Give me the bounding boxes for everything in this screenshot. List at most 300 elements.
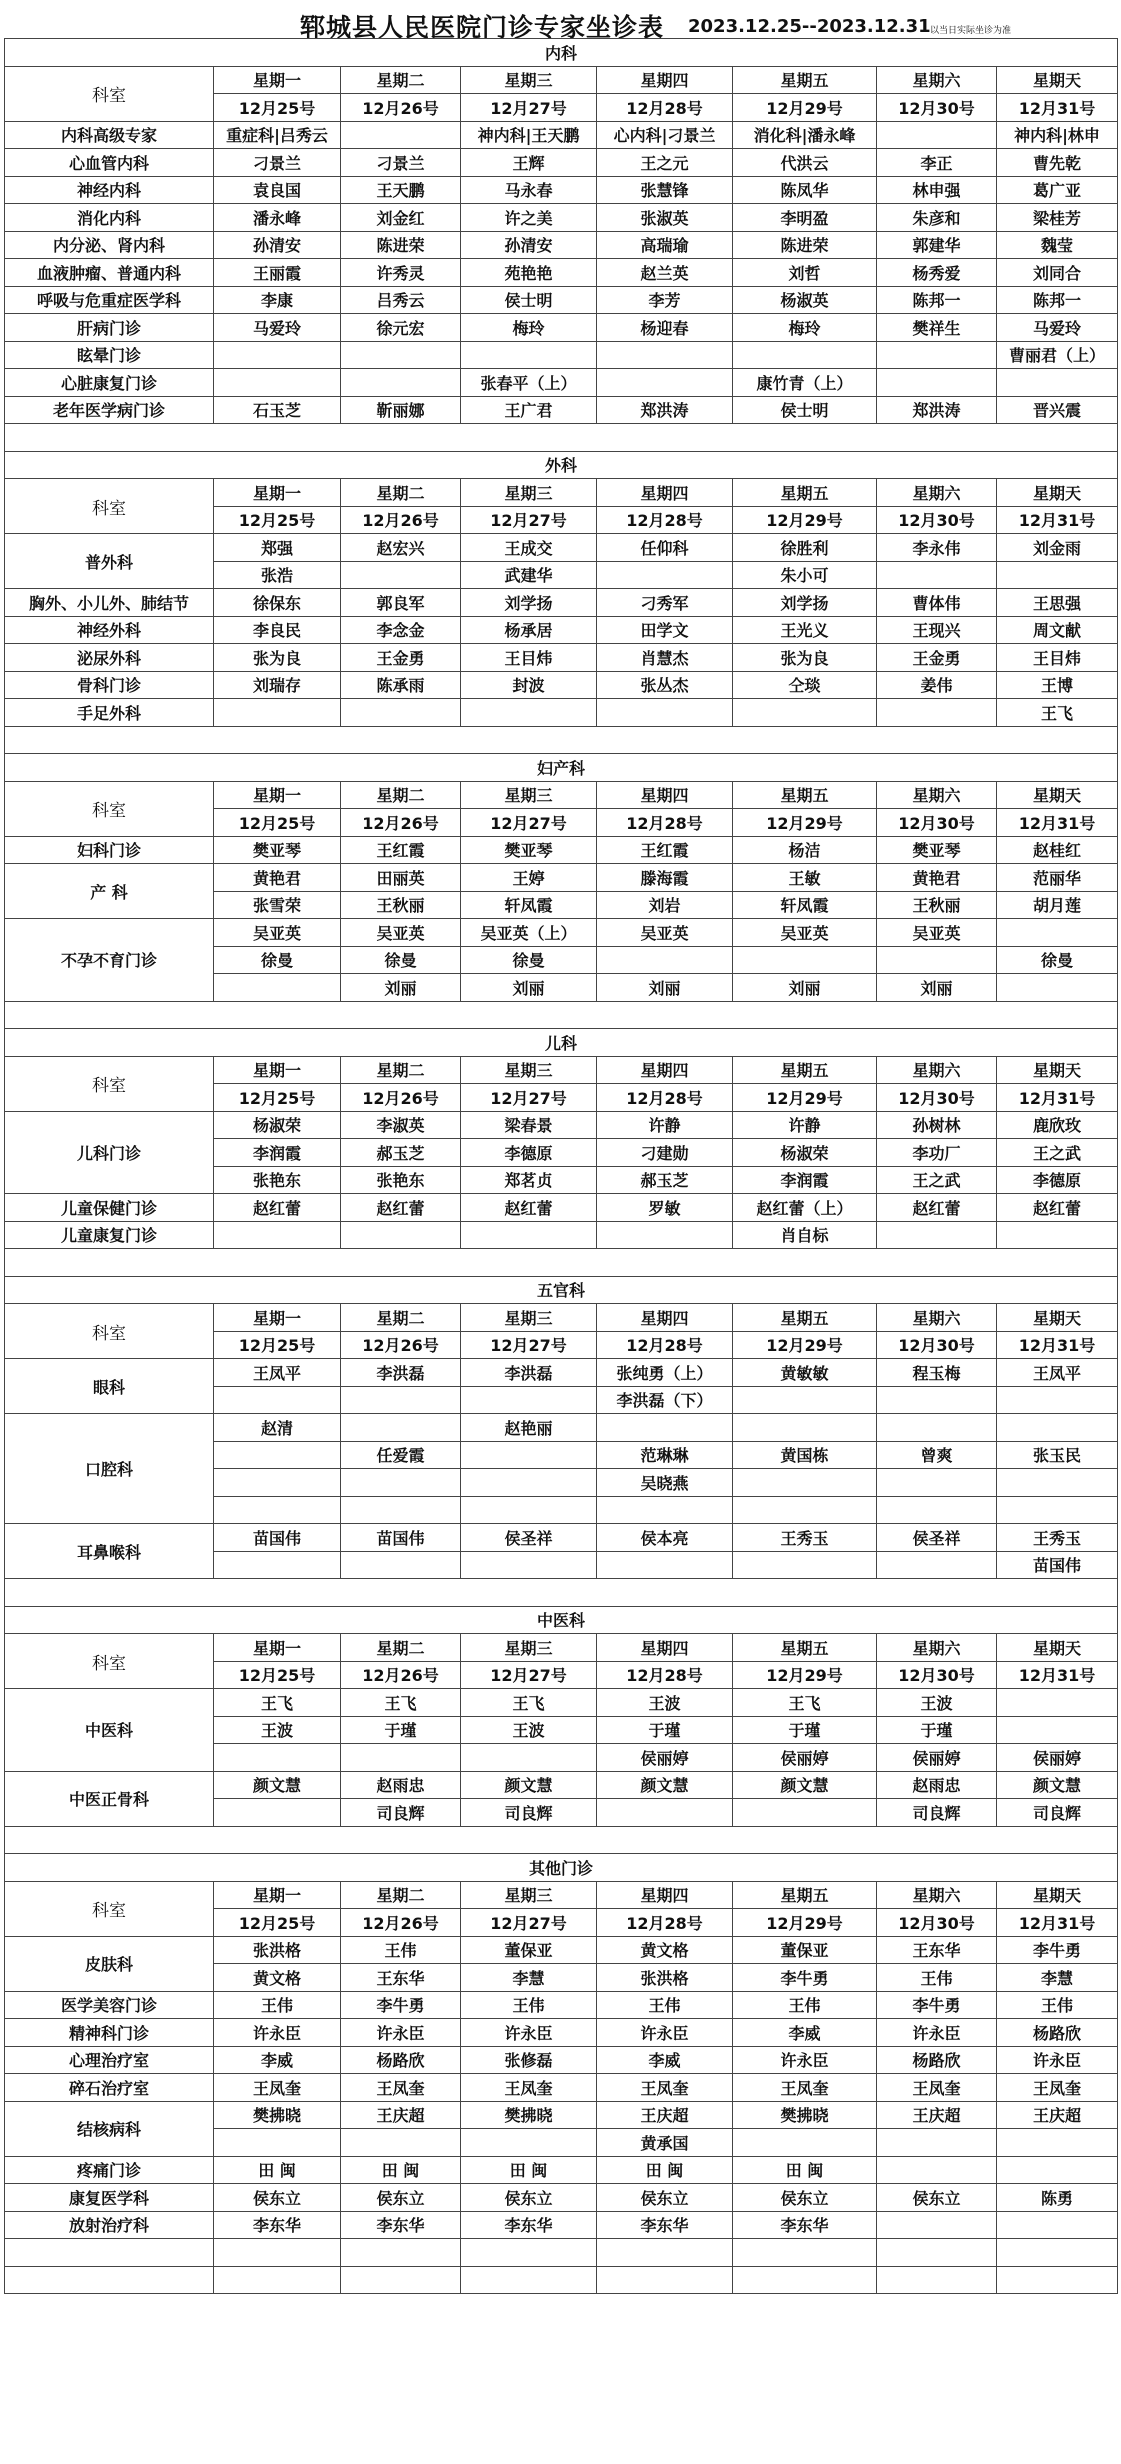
empty-cell — [877, 2266, 997, 2294]
doctor-cell: 王红霞 — [597, 836, 733, 864]
date-header: 12月28号 — [597, 1331, 733, 1359]
doctor-cell: 侯东立 — [597, 2184, 733, 2212]
doctor-cell: 孙树林 — [877, 1111, 997, 1139]
section-title: 儿科 — [5, 1029, 1118, 1057]
doctor-cell — [877, 2129, 997, 2157]
doctor-cell: 李牛勇 — [997, 1936, 1118, 1964]
doctor-cell — [997, 369, 1118, 397]
weekday-header: 星期天 — [997, 1881, 1118, 1909]
weekday-header: 星期一 — [214, 1304, 341, 1332]
date-header: 12月28号 — [597, 1909, 733, 1937]
doctor-cell: 张浩 — [214, 561, 341, 589]
department-name: 儿科门诊 — [5, 1111, 214, 1194]
doctor-cell: 王凤奎 — [997, 2074, 1118, 2102]
doctor-cell: 李洪磊（下） — [597, 1386, 733, 1414]
date-header: 12月25号 — [214, 506, 341, 534]
doctor-cell — [214, 1799, 341, 1827]
date-header: 12月26号 — [341, 94, 461, 122]
doctor-cell: 黄艳君 — [877, 864, 997, 892]
doctor-cell — [461, 1744, 597, 1772]
doctor-cell — [997, 1689, 1118, 1717]
doctor-cell: 徐保东 — [214, 589, 341, 617]
department-name: 眩晕门诊 — [5, 341, 214, 369]
dept-column-label: 科室 — [5, 66, 214, 121]
doctor-cell — [997, 1386, 1118, 1414]
schedule-row — [5, 864, 1118, 892]
doctor-cell: 王伟 — [997, 1991, 1118, 2019]
doctor-cell: 王敏 — [733, 864, 877, 892]
doctor-cell: 范琳琳 — [597, 1441, 733, 1469]
doctor-cell: 黄敏敏 — [733, 1359, 877, 1387]
doctor-cell — [214, 2129, 341, 2157]
schedule-row — [5, 149, 1118, 177]
date-header: 12月31号 — [997, 809, 1118, 837]
doctor-cell: 于瑾 — [733, 1716, 877, 1744]
schedule-row — [5, 919, 1118, 947]
doctor-cell: 司良辉 — [997, 1799, 1118, 1827]
weekday-header: 星期二 — [341, 1304, 461, 1332]
doctor-cell — [597, 946, 733, 974]
doctor-cell: 刘丽 — [877, 974, 997, 1002]
doctor-cell: 王飞 — [461, 1689, 597, 1717]
empty-cell — [461, 2266, 597, 2294]
doctor-cell — [597, 1414, 733, 1442]
spacer-cell — [5, 1249, 1118, 1277]
doctor-cell: 王飞 — [733, 1689, 877, 1717]
doctor-cell: 杨迎春 — [597, 314, 733, 342]
doctor-cell: 陈邦一 — [997, 286, 1118, 314]
date-header: 12月25号 — [214, 1661, 341, 1689]
department-name: 肝病门诊 — [5, 314, 214, 342]
doctor-cell — [877, 1386, 997, 1414]
doctor-cell — [341, 369, 461, 397]
date-header: 12月29号 — [733, 1661, 877, 1689]
doctor-cell — [877, 1414, 997, 1442]
doctor-cell: 赵红蕾（上） — [733, 1194, 877, 1222]
page-title: 郓城县人民医院门诊专家坐诊表 — [300, 13, 665, 42]
doctor-cell: 陈进荣 — [341, 231, 461, 259]
doctor-cell — [877, 121, 997, 149]
doctor-cell: 王秋丽 — [877, 891, 997, 919]
doctor-cell — [341, 1744, 461, 1772]
doctor-cell — [461, 1551, 597, 1579]
doctor-cell — [214, 1221, 341, 1249]
date-header: 12月27号 — [461, 1084, 597, 1112]
doctor-cell — [597, 699, 733, 727]
doctor-cell: 许永臣 — [214, 2019, 341, 2047]
doctor-cell: 徐曼 — [214, 946, 341, 974]
doctor-cell: 赵红蕾 — [461, 1194, 597, 1222]
schedule-row — [5, 699, 1118, 727]
doctor-cell: 王光义 — [733, 616, 877, 644]
doctor-cell — [733, 946, 877, 974]
date-header: 12月26号 — [341, 1909, 461, 1937]
doctor-cell: 王辉 — [461, 149, 597, 177]
department-name: 结核病科 — [5, 2101, 214, 2156]
schedule-row — [5, 341, 1118, 369]
schedule-row — [5, 836, 1118, 864]
doctor-cell: 王婷 — [461, 864, 597, 892]
doctor-cell: 王金勇 — [341, 644, 461, 672]
doctor-cell: 王庆超 — [597, 2101, 733, 2129]
doctor-cell: 李东华 — [597, 2211, 733, 2239]
doctor-cell — [341, 1551, 461, 1579]
doctor-cell: 李德原 — [997, 1166, 1118, 1194]
empty-row — [5, 2266, 1118, 2294]
doctor-cell: 许秀灵 — [341, 259, 461, 287]
department-name: 产 科 — [5, 864, 214, 919]
spacer-row — [5, 726, 1118, 754]
doctor-cell — [877, 1221, 997, 1249]
spacer-cell — [5, 726, 1118, 754]
doctor-cell: 刁建勋 — [597, 1139, 733, 1167]
doctor-cell: 田 闽 — [214, 2156, 341, 2184]
doctor-cell: 李东华 — [461, 2211, 597, 2239]
doctor-cell: 樊亚琴 — [877, 836, 997, 864]
weekday-header: 星期一 — [214, 1881, 341, 1909]
date-header: 12月25号 — [214, 1909, 341, 1937]
doctor-cell: 赵艳丽 — [461, 1414, 597, 1442]
doctor-cell: 王秀玉 — [733, 1524, 877, 1552]
date-header: 12月30号 — [877, 1084, 997, 1112]
doctor-cell: 张春平（上） — [461, 369, 597, 397]
schedule-row — [5, 231, 1118, 259]
doctor-cell: 陈勇 — [997, 2184, 1118, 2212]
doctor-cell — [461, 341, 597, 369]
schedule-row — [5, 369, 1118, 397]
department-name: 精神科门诊 — [5, 2019, 214, 2047]
doctor-cell: 赵桂红 — [997, 836, 1118, 864]
empty-cell — [997, 2266, 1118, 2294]
doctor-cell: 王东华 — [877, 1936, 997, 1964]
doctor-cell: 杨淑英 — [733, 286, 877, 314]
doctor-cell — [597, 1496, 733, 1524]
doctor-cell: 吴亚英 — [341, 919, 461, 947]
date-header: 12月28号 — [597, 1084, 733, 1112]
doctor-cell: 许永臣 — [733, 2046, 877, 2074]
weekday-header: 星期三 — [461, 1056, 597, 1084]
doctor-cell: 颜文慧 — [461, 1771, 597, 1799]
doctor-cell: 侯丽婷 — [997, 1744, 1118, 1772]
doctor-cell: 吴亚英 — [214, 919, 341, 947]
doctor-cell: 侯东立 — [877, 2184, 997, 2212]
doctor-cell: 李牛勇 — [341, 1991, 461, 2019]
doctor-cell: 曾爽 — [877, 1441, 997, 1469]
doctor-cell: 王成交 — [461, 534, 597, 562]
dept-column-label: 科室 — [5, 1304, 214, 1359]
doctor-cell: 侯士明 — [733, 396, 877, 424]
doctor-cell — [597, 369, 733, 397]
schedule-row — [5, 2184, 1118, 2212]
doctor-cell: 王飞 — [214, 1689, 341, 1717]
department-name: 胸外、小儿外、肺结节 — [5, 589, 214, 617]
department-name: 血液肿瘤、普通内科 — [5, 259, 214, 287]
weekday-row — [5, 781, 1118, 809]
doctor-cell: 心内科|刁景兰 — [597, 121, 733, 149]
doctor-cell — [214, 974, 341, 1002]
weekday-header: 星期二 — [341, 66, 461, 94]
date-header: 12月27号 — [461, 809, 597, 837]
doctor-cell: 刘丽 — [461, 974, 597, 1002]
doctor-cell: 曹丽君（上） — [997, 341, 1118, 369]
section-row — [5, 451, 1118, 479]
doctor-cell — [214, 1496, 341, 1524]
doctor-cell: 徐曼 — [341, 946, 461, 974]
doctor-cell: 颜文慧 — [214, 1771, 341, 1799]
doctor-cell: 袁良国 — [214, 176, 341, 204]
doctor-cell: 王天鹏 — [341, 176, 461, 204]
doctor-cell: 王伟 — [341, 1936, 461, 1964]
empty-cell — [597, 2266, 733, 2294]
empty-cell — [214, 2239, 341, 2267]
doctor-cell: 刘学扬 — [733, 589, 877, 617]
doctor-cell — [877, 946, 997, 974]
schedule-row — [5, 204, 1118, 232]
section-title: 内科 — [5, 39, 1118, 67]
doctor-cell: 高瑞瑜 — [597, 231, 733, 259]
schedule-row — [5, 1111, 1118, 1139]
schedule-row — [5, 1936, 1118, 1964]
doctor-cell: 赵雨忠 — [877, 1771, 997, 1799]
date-header: 12月29号 — [733, 1084, 877, 1112]
weekday-header: 星期二 — [341, 1634, 461, 1662]
schedule-row — [5, 589, 1118, 617]
doctor-cell — [214, 369, 341, 397]
date-header: 12月30号 — [877, 506, 997, 534]
doctor-cell: 李润霞 — [214, 1139, 341, 1167]
date-header: 12月30号 — [877, 809, 997, 837]
doctor-cell: 魏莹 — [997, 231, 1118, 259]
empty-cell — [214, 2266, 341, 2294]
doctor-cell: 张修磊 — [461, 2046, 597, 2074]
doctor-cell: 滕海霞 — [597, 864, 733, 892]
doctor-cell: 刘丽 — [597, 974, 733, 1002]
weekday-header: 星期四 — [597, 1056, 733, 1084]
schedule-row — [5, 286, 1118, 314]
doctor-cell: 于瑾 — [597, 1716, 733, 1744]
doctor-cell: 康竹青（上） — [733, 369, 877, 397]
date-header: 12月31号 — [997, 1909, 1118, 1937]
doctor-cell: 吴亚英（上） — [461, 919, 597, 947]
weekday-row — [5, 1881, 1118, 1909]
doctor-cell — [997, 974, 1118, 1002]
doctor-cell: 武建华 — [461, 561, 597, 589]
doctor-cell — [733, 1386, 877, 1414]
spacer-row — [5, 1826, 1118, 1854]
doctor-cell: 李淑英 — [341, 1111, 461, 1139]
schedule-row — [5, 1359, 1118, 1387]
doctor-cell: 任爱霞 — [341, 1441, 461, 1469]
doctor-cell: 吕秀云 — [341, 286, 461, 314]
schedule-row — [5, 2101, 1118, 2129]
doctor-cell: 张玉民 — [997, 1441, 1118, 1469]
doctor-cell — [597, 341, 733, 369]
date-header: 12月29号 — [733, 506, 877, 534]
date-header: 12月26号 — [341, 809, 461, 837]
doctor-cell: 许永臣 — [877, 2019, 997, 2047]
doctor-cell — [214, 1744, 341, 1772]
date-header: 12月29号 — [733, 1909, 877, 1937]
doctor-cell — [733, 1414, 877, 1442]
doctor-cell: 杨路欣 — [341, 2046, 461, 2074]
doctor-cell: 李洪磊 — [341, 1359, 461, 1387]
doctor-cell — [461, 1386, 597, 1414]
date-header: 12月31号 — [997, 506, 1118, 534]
weekday-header: 星期三 — [461, 66, 597, 94]
spacer-cell — [5, 1579, 1118, 1607]
doctor-cell: 杨路欣 — [877, 2046, 997, 2074]
schedule-row — [5, 314, 1118, 342]
doctor-cell: 马永春 — [461, 176, 597, 204]
doctor-cell: 颜文慧 — [997, 1771, 1118, 1799]
doctor-cell: 王目炜 — [997, 644, 1118, 672]
doctor-cell: 许永臣 — [997, 2046, 1118, 2074]
doctor-cell: 郑茗贞 — [461, 1166, 597, 1194]
doctor-cell: 于瑾 — [877, 1716, 997, 1744]
doctor-cell: 靳丽娜 — [341, 396, 461, 424]
schedule-row — [5, 2046, 1118, 2074]
doctor-cell: 王波 — [597, 1689, 733, 1717]
doctor-cell: 赵清 — [214, 1414, 341, 1442]
doctor-cell — [214, 699, 341, 727]
empty-cell — [877, 2239, 997, 2267]
doctor-cell: 李正 — [877, 149, 997, 177]
doctor-cell: 重症科|吕秀云 — [214, 121, 341, 149]
doctor-cell: 王金勇 — [877, 644, 997, 672]
doctor-cell: 刘丽 — [733, 974, 877, 1002]
doctor-cell — [341, 1414, 461, 1442]
date-header: 12月30号 — [877, 1909, 997, 1937]
doctor-cell: 杨承居 — [461, 616, 597, 644]
doctor-cell: 李芳 — [597, 286, 733, 314]
department-name: 内科高级专家 — [5, 121, 214, 149]
section-row — [5, 1276, 1118, 1304]
doctor-cell: 轩凤霞 — [461, 891, 597, 919]
doctor-cell: 田 闽 — [597, 2156, 733, 2184]
doctor-cell: 王波 — [214, 1716, 341, 1744]
doctor-cell: 刘哲 — [733, 259, 877, 287]
doctor-cell: 王红霞 — [341, 836, 461, 864]
section-row — [5, 1854, 1118, 1882]
doctor-cell: 张艳东 — [341, 1166, 461, 1194]
doctor-cell: 吴亚英 — [597, 919, 733, 947]
doctor-cell: 樊拂晓 — [461, 2101, 597, 2129]
doctor-cell — [341, 561, 461, 589]
doctor-cell: 曹先乾 — [997, 149, 1118, 177]
doctor-cell: 梁春景 — [461, 1111, 597, 1139]
doctor-cell: 杨秀爱 — [877, 259, 997, 287]
doctor-cell — [341, 1221, 461, 1249]
doctor-cell: 曹体伟 — [877, 589, 997, 617]
department-name: 神经外科 — [5, 616, 214, 644]
doctor-cell: 黄艳君 — [214, 864, 341, 892]
doctor-cell: 赵兰英 — [597, 259, 733, 287]
schedule-row — [5, 176, 1118, 204]
section-title: 中医科 — [5, 1606, 1118, 1634]
doctor-cell: 王伟 — [597, 1991, 733, 2019]
date-header: 12月26号 — [341, 1331, 461, 1359]
schedule-row — [5, 1524, 1118, 1552]
weekday-header: 星期一 — [214, 1634, 341, 1662]
doctor-cell: 张洪格 — [214, 1936, 341, 1964]
doctor-cell — [877, 561, 997, 589]
doctor-cell — [997, 2211, 1118, 2239]
spacer-cell — [5, 1001, 1118, 1029]
date-header: 12月26号 — [341, 506, 461, 534]
doctor-cell: 王秀玉 — [997, 1524, 1118, 1552]
doctor-cell — [733, 1469, 877, 1497]
department-name: 康复医学科 — [5, 2184, 214, 2212]
doctor-cell: 王东华 — [341, 1964, 461, 1992]
dept-column-label: 科室 — [5, 1634, 214, 1689]
doctor-cell: 鹿欣玫 — [997, 1111, 1118, 1139]
doctor-cell: 王伟 — [733, 1991, 877, 2019]
weekday-header: 星期天 — [997, 479, 1118, 507]
doctor-cell — [733, 2129, 877, 2157]
doctor-cell: 侯东立 — [214, 2184, 341, 2212]
doctor-cell: 王凤奎 — [733, 2074, 877, 2102]
doctor-cell: 田 闽 — [341, 2156, 461, 2184]
doctor-cell: 晋兴震 — [997, 396, 1118, 424]
weekday-header: 星期天 — [997, 1304, 1118, 1332]
dept-column-label: 科室 — [5, 479, 214, 534]
doctor-cell: 苗国伟 — [997, 1551, 1118, 1579]
doctor-cell: 侯士明 — [461, 286, 597, 314]
doctor-cell: 李慧 — [997, 1964, 1118, 1992]
schedule-row — [5, 2156, 1118, 2184]
section-title: 其他门诊 — [5, 1854, 1118, 1882]
weekday-header: 星期三 — [461, 781, 597, 809]
doctor-cell — [733, 341, 877, 369]
doctor-cell: 梅玲 — [733, 314, 877, 342]
doctor-cell: 许永臣 — [597, 2019, 733, 2047]
department-name: 消化内科 — [5, 204, 214, 232]
department-name: 中医科 — [5, 1689, 214, 1772]
doctor-cell: 杨淑荣 — [214, 1111, 341, 1139]
doctor-cell: 梁桂芳 — [997, 204, 1118, 232]
doctor-cell: 范丽华 — [997, 864, 1118, 892]
doctor-cell — [214, 1469, 341, 1497]
weekday-row — [5, 1056, 1118, 1084]
doctor-cell: 刘金红 — [341, 204, 461, 232]
doctor-cell: 林申强 — [877, 176, 997, 204]
date-header: 12月27号 — [461, 1331, 597, 1359]
doctor-cell: 李牛勇 — [877, 1991, 997, 2019]
spacer-row — [5, 1001, 1118, 1029]
doctor-cell: 李牛勇 — [733, 1964, 877, 1992]
doctor-cell: 王之武 — [997, 1139, 1118, 1167]
weekday-header: 星期五 — [733, 479, 877, 507]
doctor-cell: 侯圣祥 — [461, 1524, 597, 1552]
doctor-cell: 郝玉芝 — [597, 1166, 733, 1194]
doctor-cell: 赵红蕾 — [997, 1194, 1118, 1222]
doctor-cell: 徐胜利 — [733, 534, 877, 562]
doctor-cell: 许永臣 — [461, 2019, 597, 2047]
doctor-cell: 李念金 — [341, 616, 461, 644]
doctor-cell — [877, 699, 997, 727]
doctor-cell: 刁景兰 — [214, 149, 341, 177]
empty-cell — [597, 2239, 733, 2267]
doctor-cell: 李康 — [214, 286, 341, 314]
doctor-cell — [341, 1386, 461, 1414]
department-name: 手足外科 — [5, 699, 214, 727]
weekday-header: 星期四 — [597, 1634, 733, 1662]
doctor-cell: 赵雨忠 — [341, 1771, 461, 1799]
date-range: 2023.12.25--2023.12.31 — [688, 16, 931, 37]
doctor-cell: 杨洁 — [733, 836, 877, 864]
doctor-cell: 王飞 — [341, 1689, 461, 1717]
doctor-cell: 张艳东 — [214, 1166, 341, 1194]
